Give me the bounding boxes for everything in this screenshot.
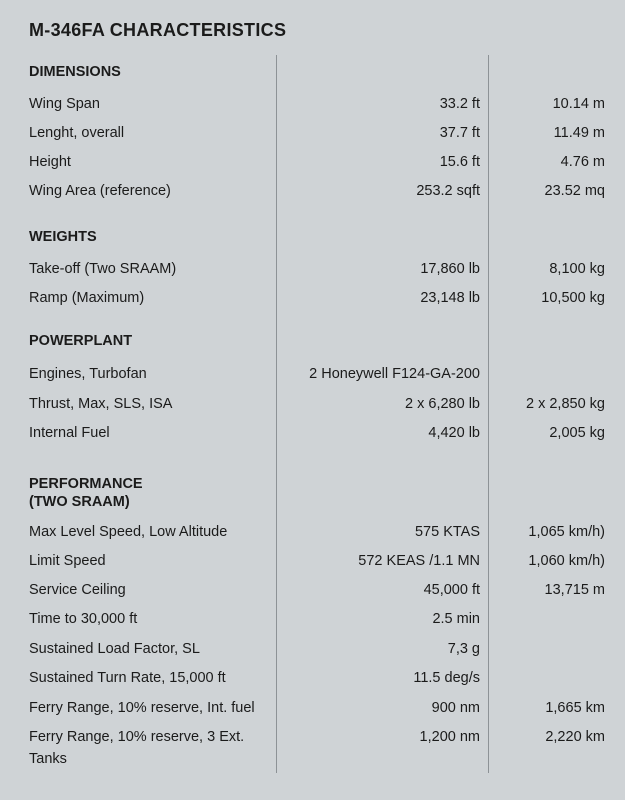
table-row <box>0 258 625 280</box>
row-label: Wing Span <box>29 96 100 112</box>
row-label: Take-off (Two SRAAM) <box>29 261 177 277</box>
table-row <box>0 726 625 748</box>
row-imperial-value: 253.2 sqft <box>416 183 480 199</box>
row-imperial-value: 15.6 ft <box>439 154 480 170</box>
row-imperial-value: 4,420 lb <box>428 425 480 441</box>
row-imperial-value: 17,860 lb <box>420 261 480 277</box>
row-label: Sustained Load Factor, SL <box>29 641 200 657</box>
row-metric-value: 10,500 kg <box>541 290 605 306</box>
row-label: Time to 30,000 ft <box>29 611 138 627</box>
table-row <box>0 667 625 689</box>
table-row <box>0 579 625 601</box>
row-metric-value: 4.76 m <box>560 154 605 170</box>
row-imperial-value: 1,200 nm <box>419 729 480 745</box>
table-row <box>0 393 625 415</box>
row-metric-value: 10.14 m <box>552 96 605 112</box>
section-heading-performance: PERFORMANCE <box>29 476 143 492</box>
table-row <box>0 608 625 630</box>
table-row <box>0 180 625 202</box>
section-heading-dimensions: DIMENSIONS <box>29 64 121 80</box>
section-heading-powerplant: POWERPLANT <box>29 333 133 349</box>
row-metric-value: 13,715 m <box>544 582 605 598</box>
row-label: Height <box>29 154 71 170</box>
row-label: Ferry Range, 10% reserve, Int. fuel <box>29 700 255 716</box>
row-imperial-value: 900 nm <box>431 700 480 716</box>
row-imperial-value: 2 Honeywell F124-GA-200 <box>309 366 480 382</box>
table-row <box>0 422 625 444</box>
row-imperial-value: 2.5 min <box>432 611 480 627</box>
table-row <box>0 93 625 115</box>
table-row <box>0 122 625 144</box>
row-imperial-value: 23,148 lb <box>420 290 480 306</box>
row-imperial-value: 45,000 ft <box>423 582 480 598</box>
section-heading-weights: WEIGHTS <box>29 229 97 245</box>
section-heading-performance-subtitle: (TWO SRAAM) <box>29 494 130 510</box>
row-imperial-value: 2 x 6,280 lb <box>405 396 480 412</box>
row-imperial-value: 572 KEAS /1.1 MN <box>358 553 480 569</box>
row-metric-value: 1,065 km/h) <box>528 524 605 540</box>
table-row <box>0 363 625 385</box>
row-metric-value: 2,220 km <box>545 729 605 745</box>
table-row <box>0 697 625 719</box>
table-row <box>0 287 625 309</box>
row-label: Sustained Turn Rate, 15,000 ft <box>29 670 226 686</box>
table-row <box>0 151 625 173</box>
table-row <box>0 521 625 543</box>
row-label-continuation: Tanks <box>29 751 67 767</box>
row-metric-value: 11.49 m <box>553 125 605 141</box>
row-label: Limit Speed <box>29 553 106 569</box>
row-metric-value: 8,100 kg <box>549 261 605 277</box>
row-metric-value: 2 x 2,850 kg <box>526 396 605 412</box>
row-metric-value: 1,665 km <box>545 700 605 716</box>
row-label: Wing Area (reference) <box>29 183 171 199</box>
row-metric-value: 1,060 km/h) <box>528 553 605 569</box>
row-label: Service Ceiling <box>29 582 126 598</box>
row-imperial-value: 37.7 ft <box>439 125 480 141</box>
table-row <box>0 550 625 572</box>
row-label: Lenght, overall <box>29 125 125 141</box>
page-title: M-346FA CHARACTERISTICS <box>29 20 287 40</box>
row-label: Max Level Speed, Low Altitude <box>29 524 228 540</box>
row-imperial-value: 7,3 g <box>447 641 480 657</box>
row-label: Ferry Range, 10% reserve, 3 Ext. <box>29 729 245 745</box>
row-imperial-value: 33.2 ft <box>439 96 480 112</box>
row-label: Ramp (Maximum) <box>29 290 145 306</box>
row-label: Engines, Turbofan <box>29 366 147 382</box>
row-metric-value: 2,005 kg <box>549 425 605 441</box>
row-label: Internal Fuel <box>29 425 110 441</box>
row-imperial-value: 575 KTAS <box>414 524 480 540</box>
table-row <box>0 638 625 660</box>
row-metric-value: 23.52 mq <box>544 183 605 199</box>
row-label: Thrust, Max, SLS, ISA <box>29 396 173 412</box>
row-imperial-value: 11.5 deg/s <box>413 670 480 686</box>
